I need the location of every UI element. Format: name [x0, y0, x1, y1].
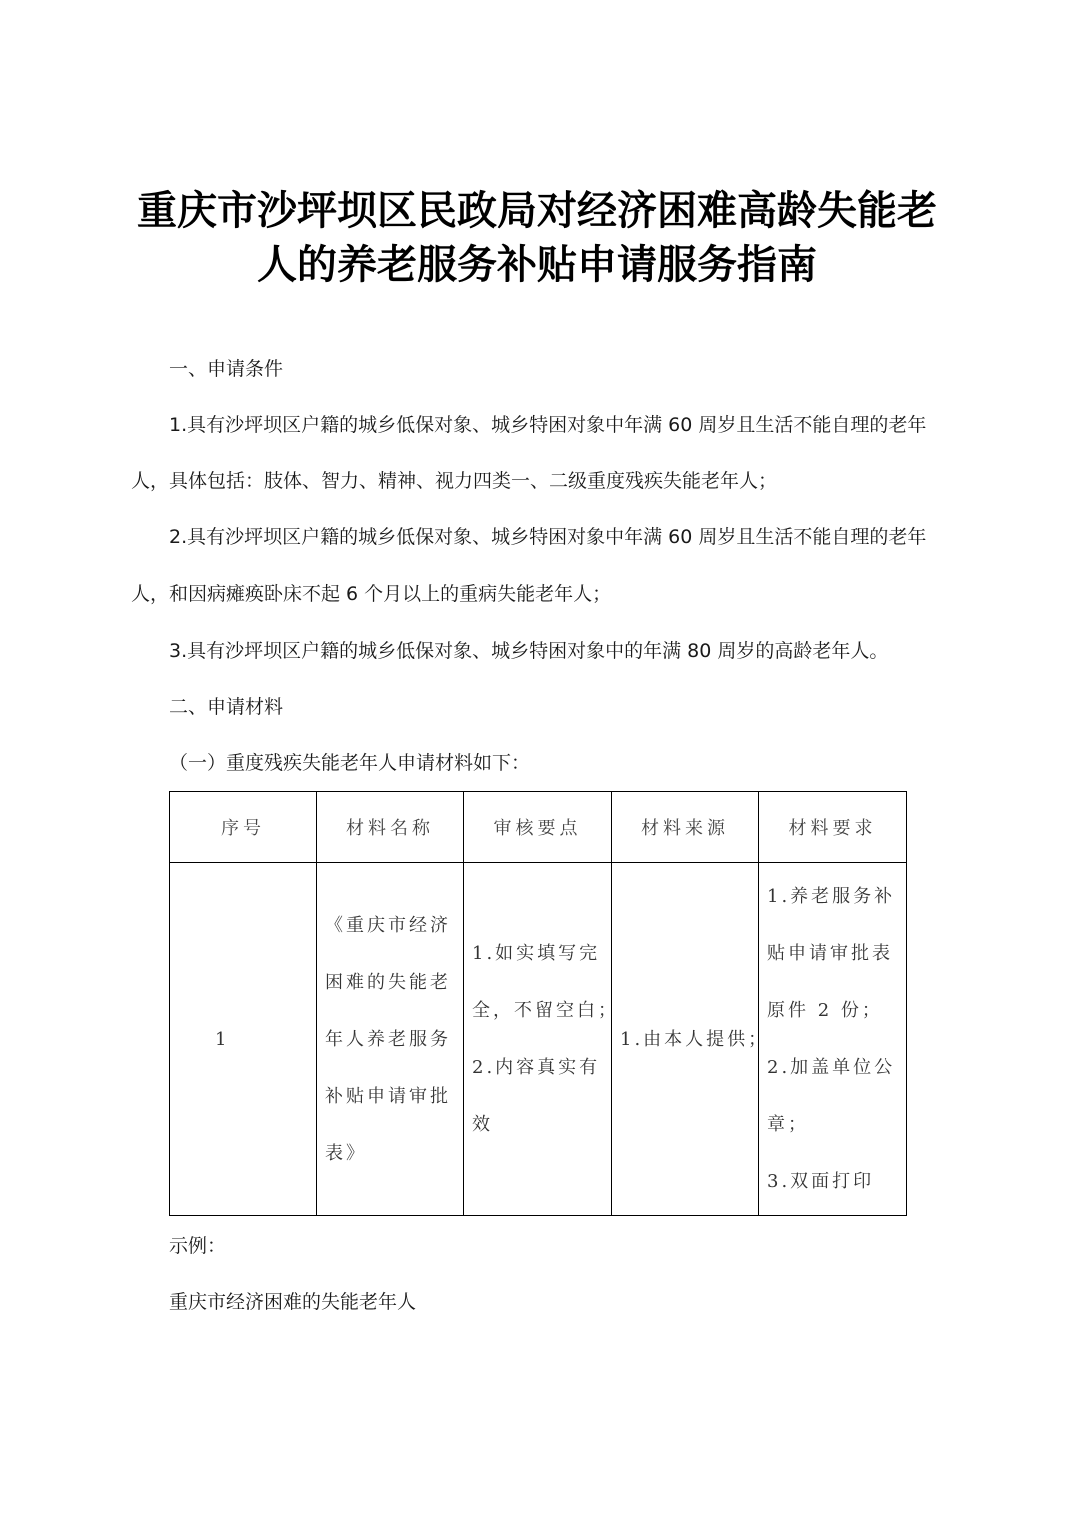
- seq-value: 1: [215, 1028, 227, 1050]
- material-name-line: 《重庆市经济: [325, 914, 451, 936]
- review-line: 全，不留空白；: [472, 1000, 619, 1021]
- header-material-requirement: 材料要求: [759, 792, 907, 863]
- header-material-source: 材料来源: [612, 792, 759, 863]
- table-header-row: [170, 792, 907, 863]
- header-material-name: 材料名称: [317, 792, 464, 863]
- review-line: 2.内容真实有: [472, 1057, 601, 1078]
- header-seq: 序号: [170, 792, 317, 863]
- review-points-text: [464, 925, 619, 1153]
- material-name-text: [317, 897, 463, 1182]
- document-title-line-2: 人的养老服务补贴申请服务指南: [257, 241, 817, 288]
- table-row: [170, 863, 907, 1216]
- requirement-line: 贴申请审批表: [767, 943, 893, 964]
- material-source-text: [612, 1011, 770, 1068]
- source-line: 1.由本人提供；: [620, 1028, 770, 1050]
- material-name-line: 补贴申请审批: [325, 1085, 451, 1107]
- section-heading-materials: 二、申请材料: [169, 696, 284, 718]
- condition-1-line-2: 人，具体包括：肢体、智力、精神、视力四类一、二级重度残疾失能老年人；: [131, 470, 778, 492]
- material-name-line: 年人养老服务: [325, 1028, 451, 1050]
- section-heading-conditions: 一、申请条件: [169, 358, 284, 380]
- requirement-line: 1.养老服务补: [767, 886, 896, 907]
- example-label: 示例：: [169, 1235, 227, 1257]
- cell-material-source: [612, 863, 770, 1216]
- example-text: 重庆市经济困难的失能老年人: [169, 1291, 417, 1313]
- material-name-line: 困难的失能老: [325, 971, 451, 993]
- requirement-line: 3.双面打印: [767, 1171, 875, 1192]
- cell-review-points: [464, 863, 619, 1216]
- review-line: 1.如实填写完: [472, 943, 601, 964]
- review-line: 效: [472, 1114, 493, 1135]
- cell-material-name: [317, 863, 464, 1216]
- condition-2-line-2: 人，和因病瘫痪卧床不起 6 个月以上的重病失能老年人；: [131, 583, 612, 605]
- materials-table: [169, 791, 907, 1216]
- requirement-line: 原件 2 份；: [767, 1000, 883, 1021]
- header-review-points: 审核要点: [464, 792, 612, 863]
- condition-2-line-1: 2.具有沙坪坝区户籍的城乡低保对象、城乡特困对象中年满 60 周岁且生活不能自理的老年: [169, 526, 927, 548]
- requirement-text: [759, 868, 906, 1210]
- requirement-line: 章；: [767, 1114, 809, 1135]
- subsection-heading-disabled: （一）重度残疾失能老年人申请材料如下：: [169, 752, 531, 774]
- requirement-line: 2.加盖单位公: [767, 1057, 896, 1078]
- material-name-line: 表》: [325, 1142, 367, 1164]
- cell-seq: [170, 863, 317, 1216]
- cell-material-requirement: [759, 863, 907, 1216]
- condition-3: 3.具有沙坪坝区户籍的城乡低保对象、城乡特困对象中的年满 80 周岁的高龄老年人。: [169, 640, 889, 662]
- document-title-line-1: 重庆市沙坪坝区民政局对经济困难高龄失能老: [137, 187, 937, 234]
- condition-1-line-1: 1.具有沙坪坝区户籍的城乡低保对象、城乡特困对象中年满 60 周岁且生活不能自理的老年: [169, 414, 927, 436]
